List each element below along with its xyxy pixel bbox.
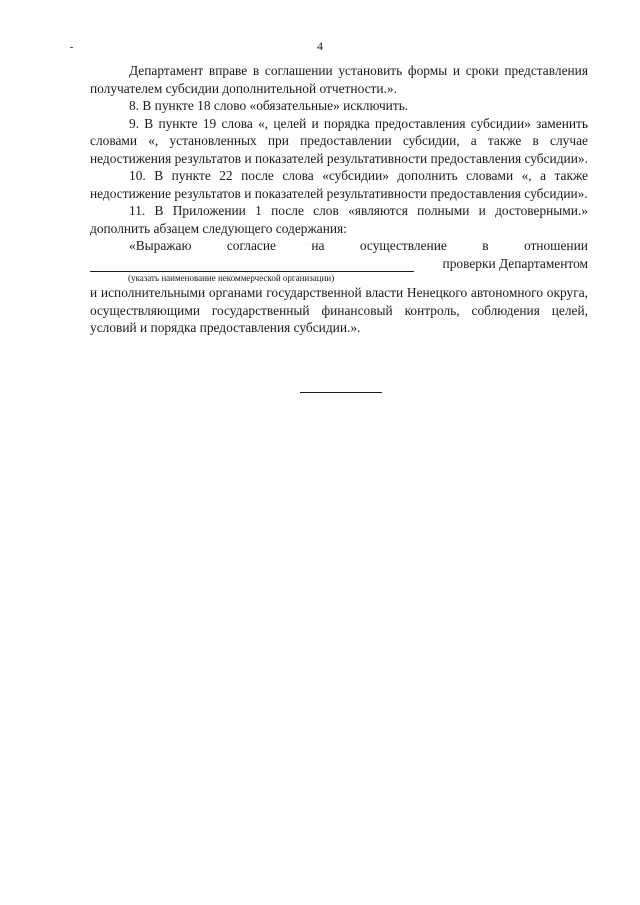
paragraph-item-8: 8. В пункте 18 слово «обязательные» исключить.: [129, 98, 409, 113]
consent-word: «Выражаю: [129, 238, 192, 253]
blank-caption: (указать наименование некоммерческой организации): [128, 273, 335, 283]
consent-after-blank: проверки Департаментом: [442, 255, 588, 271]
consent-first-line: [90, 237, 588, 255]
consent-continuation: и исполнительными органами государственной власти Ненецкого автономного округа, осуществляющими государственный финансовый контроль, соблюдения целей, условий и порядка предоставления субсидии.».: [90, 285, 588, 335]
paragraph-item-10: 10. В пункте 22 после слова «субсидии» дополнить словами «, а также недостижение результатов и показателей результативности предоставления субсидии».: [90, 168, 588, 201]
paragraph-item-11: 11. В Приложении 1 после слов «являются полными и достоверными.» дополнить абзацем следующего содержания:: [90, 203, 588, 236]
paragraph-item-9: 9. В пункте 19 слова «, целей и порядка предоставления субсидии» заменить словами «, установленных при предоставлении субсидии, а также в случае недостижения результатов и показателей результативности предоставления субсидии».: [90, 115, 588, 166]
page-number: 4: [317, 39, 323, 53]
consent-word: осуществление: [359, 238, 447, 253]
end-divider: [300, 392, 382, 393]
document-body: [90, 62, 588, 337]
consent-word: отношении: [523, 238, 588, 253]
consent-word: согласие: [226, 238, 276, 253]
consent-word: в: [482, 238, 489, 253]
paragraph-reporting: Департамент вправе в соглашении установить формы и сроки представления получателем субсидии дополнительной отчетности.».: [90, 63, 588, 96]
scan-mark: [70, 47, 73, 48]
organization-name-blank[interactable]: [90, 258, 414, 272]
consent-word: на: [311, 238, 325, 253]
consent-fill-row: [90, 255, 588, 273]
